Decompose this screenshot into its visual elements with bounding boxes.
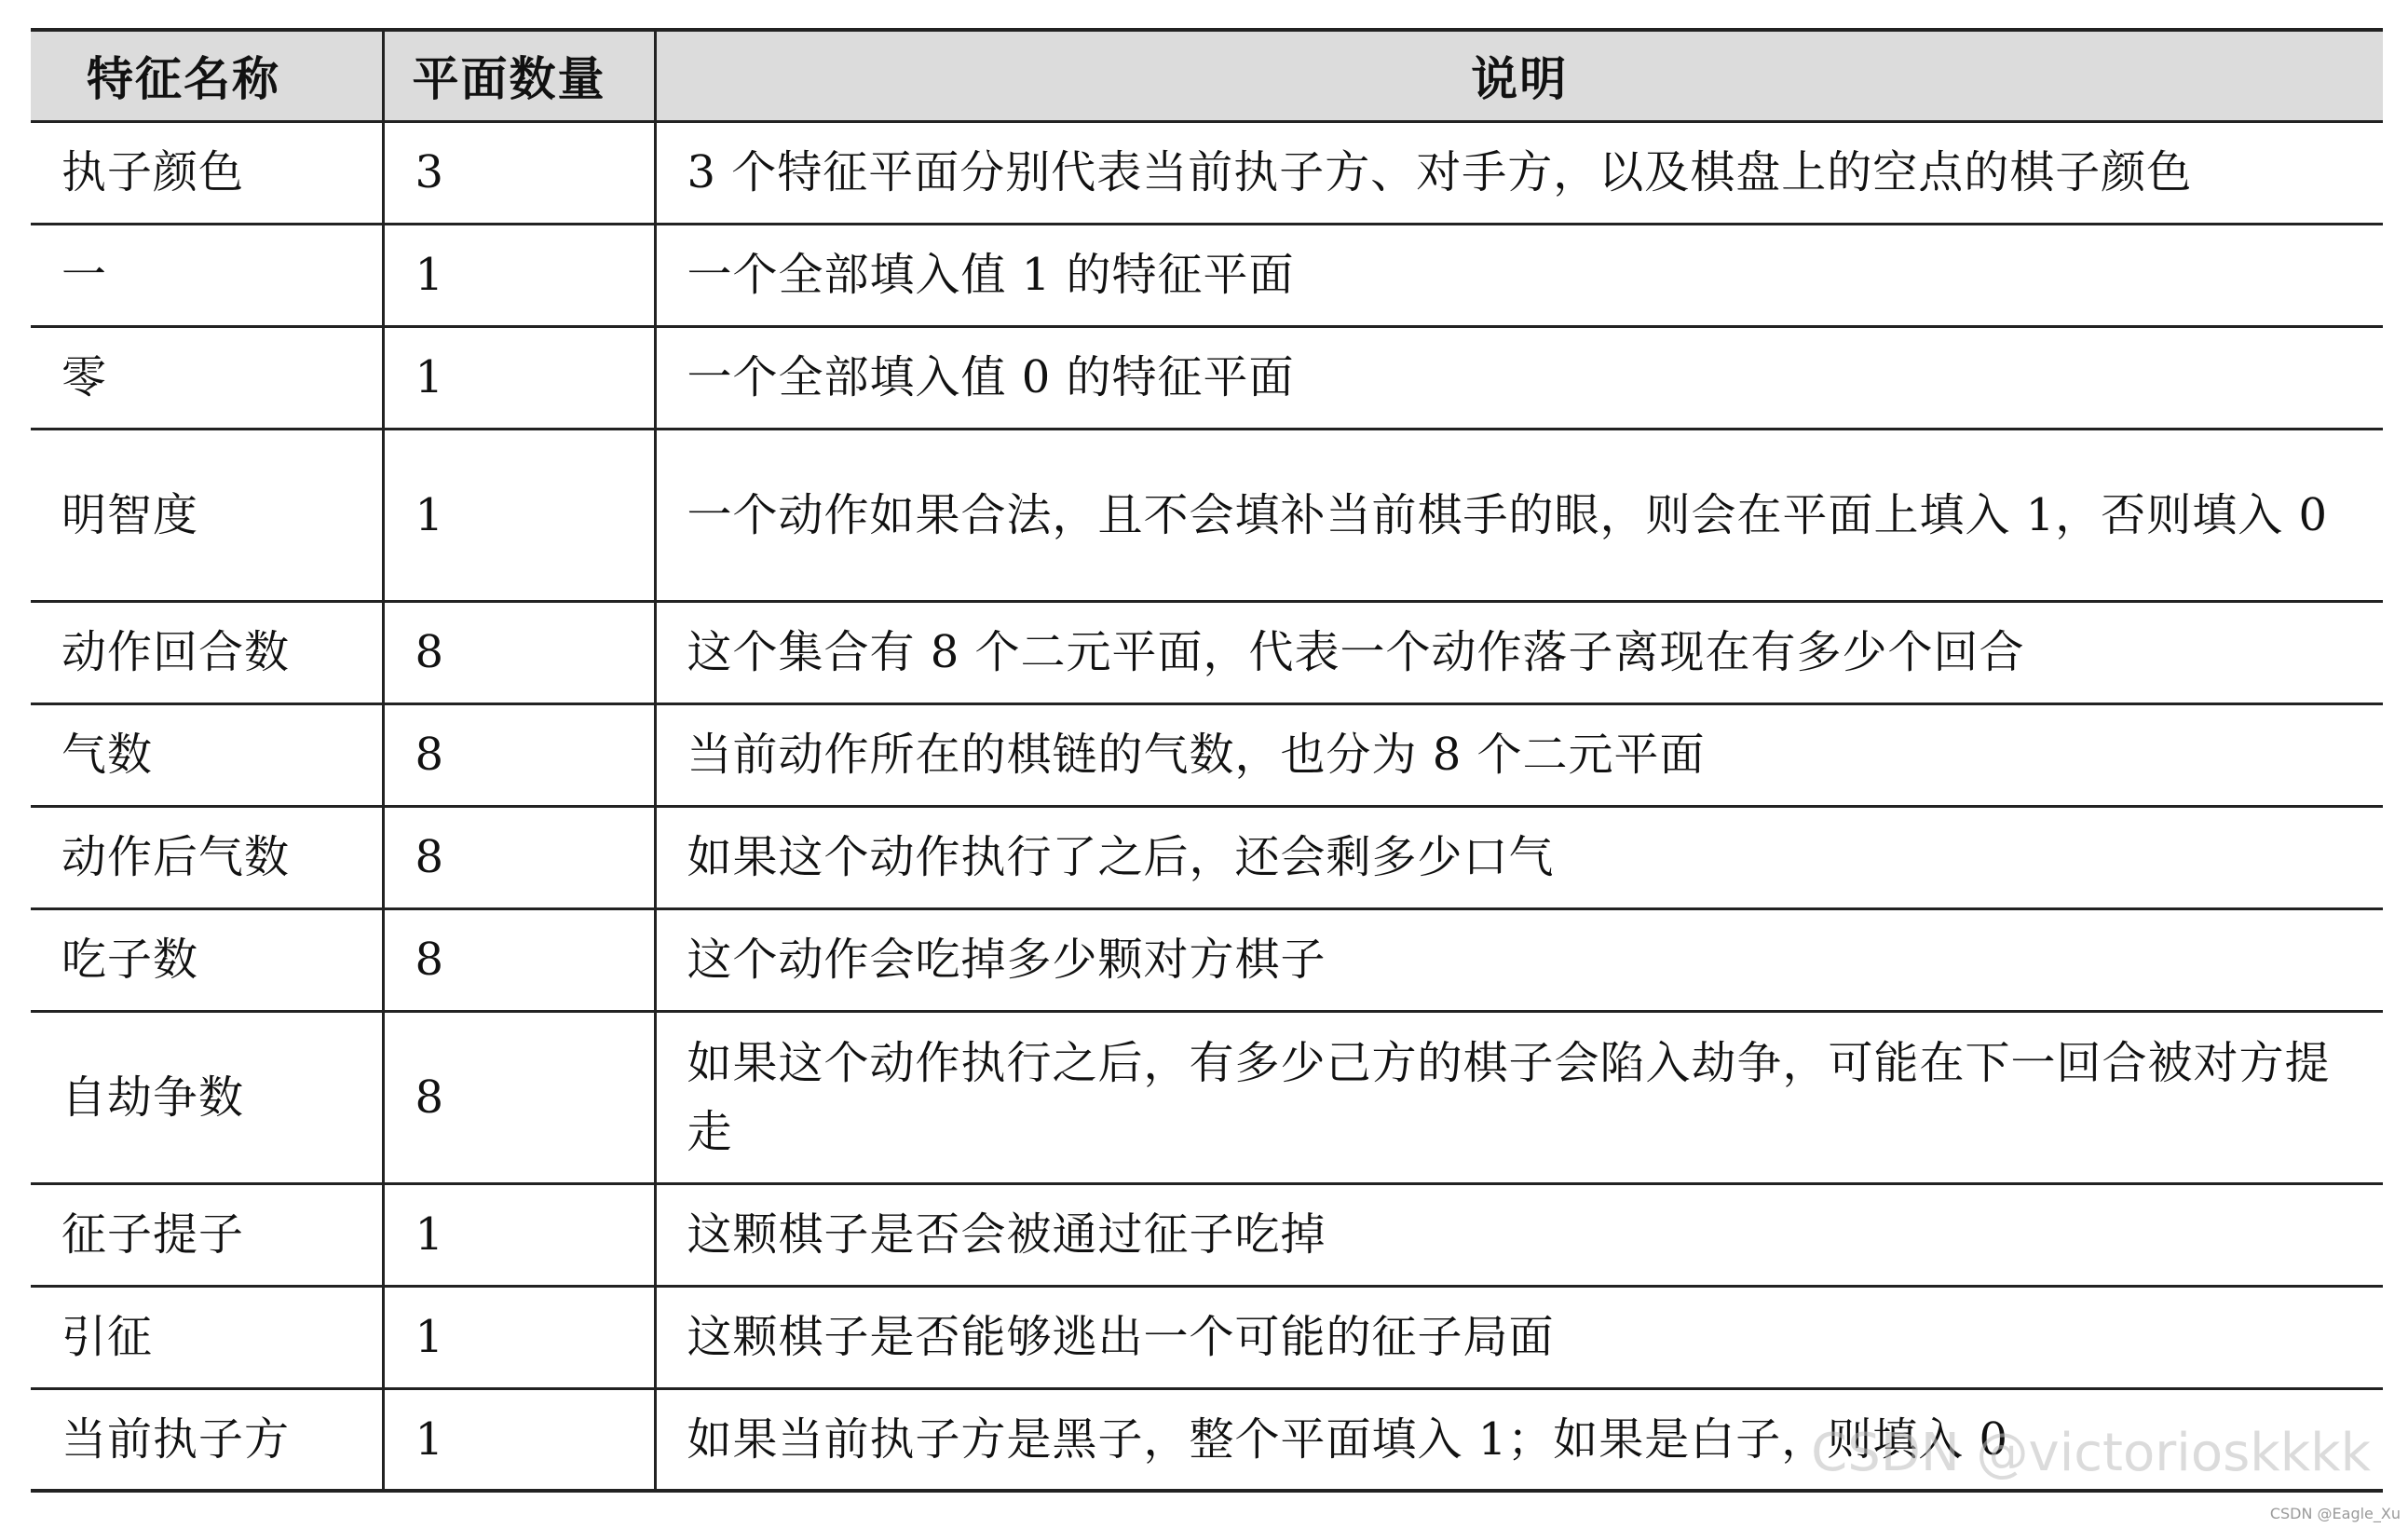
feature-name-cell: 气数	[31, 703, 383, 806]
plane-count-cell: 3	[383, 121, 655, 224]
description-cell: 当前动作所在的棋链的气数，也分为 8 个二元平面	[655, 703, 2383, 806]
description-cell: 这颗棋子是否会被通过征子吃掉	[655, 1183, 2383, 1286]
plane-count-cell: 8	[383, 703, 655, 806]
feature-name-cell: 零	[31, 326, 383, 429]
table-row	[31, 601, 2383, 703]
description-cell: 如果这个动作执行了之后，还会剩多少口气	[655, 806, 2383, 908]
header-feature-name: 特征名称	[31, 30, 383, 121]
table-header	[31, 30, 2383, 121]
table-row	[31, 806, 2383, 908]
header-plane-count: 平面数量	[383, 30, 655, 121]
plane-count-cell: 8	[383, 1011, 655, 1183]
plane-count-cell: 1	[383, 224, 655, 326]
description-cell: 一个全部填入值 1 的特征平面	[655, 224, 2383, 326]
feature-name-cell: 动作后气数	[31, 806, 383, 908]
table-row	[31, 429, 2383, 601]
description-cell: 这颗棋子是否能够逃出一个可能的征子局面	[655, 1286, 2383, 1388]
plane-count-cell: 1	[383, 1183, 655, 1286]
description-cell: 如果当前执子方是黑子，整个平面填入 1；如果是白子，则填入 0	[655, 1388, 2383, 1491]
plane-count-cell: 1	[383, 429, 655, 601]
table-row	[31, 1286, 2383, 1388]
table-body	[31, 121, 2383, 1491]
header-description: 说明	[655, 30, 2383, 121]
feature-name-cell: 吃子数	[31, 908, 383, 1011]
feature-name-cell: 动作回合数	[31, 601, 383, 703]
plane-count-cell: 8	[383, 806, 655, 908]
plane-count-cell: 1	[383, 1286, 655, 1388]
table-row	[31, 908, 2383, 1011]
plane-count-cell: 8	[383, 601, 655, 703]
feature-name-cell: 执子颜色	[31, 121, 383, 224]
credit-text: CSDN @Eagle_Xu	[2269, 1505, 2401, 1522]
table-row	[31, 224, 2383, 326]
description-cell: 一个全部填入值 0 的特征平面	[655, 326, 2383, 429]
feature-name-cell: 征子提子	[31, 1183, 383, 1286]
feature-name-cell: 引征	[31, 1286, 383, 1388]
feature-name-cell: 一	[31, 224, 383, 326]
plane-count-cell: 8	[383, 908, 655, 1011]
plane-count-cell: 1	[383, 1388, 655, 1491]
description-cell: 如果这个动作执行之后，有多少己方的棋子会陷入劫争，可能在下一回合被对方提走	[655, 1011, 2383, 1183]
plane-count-cell: 1	[383, 326, 655, 429]
table-row	[31, 1011, 2383, 1183]
table-row	[31, 1183, 2383, 1286]
feature-name-cell: 自劫争数	[31, 1011, 383, 1183]
header-row	[31, 30, 2383, 121]
table-row	[31, 326, 2383, 429]
feature-name-cell: 明智度	[31, 429, 383, 601]
table-row	[31, 703, 2383, 806]
description-cell: 3 个特征平面分别代表当前执子方、对手方，以及棋盘上的空点的棋子颜色	[655, 121, 2383, 224]
feature-table	[31, 28, 2383, 1493]
watermark: CSDN @victorioskkkk	[1811, 1423, 2371, 1483]
table-row	[31, 121, 2383, 224]
description-cell: 这个动作会吃掉多少颗对方棋子	[655, 908, 2383, 1011]
description-cell: 一个动作如果合法，且不会填补当前棋手的眼，则会在平面上填入 1，否则填入 0	[655, 429, 2383, 601]
description-cell: 这个集合有 8 个二元平面，代表一个动作落子离现在有多少个回合	[655, 601, 2383, 703]
feature-name-cell: 当前执子方	[31, 1388, 383, 1491]
